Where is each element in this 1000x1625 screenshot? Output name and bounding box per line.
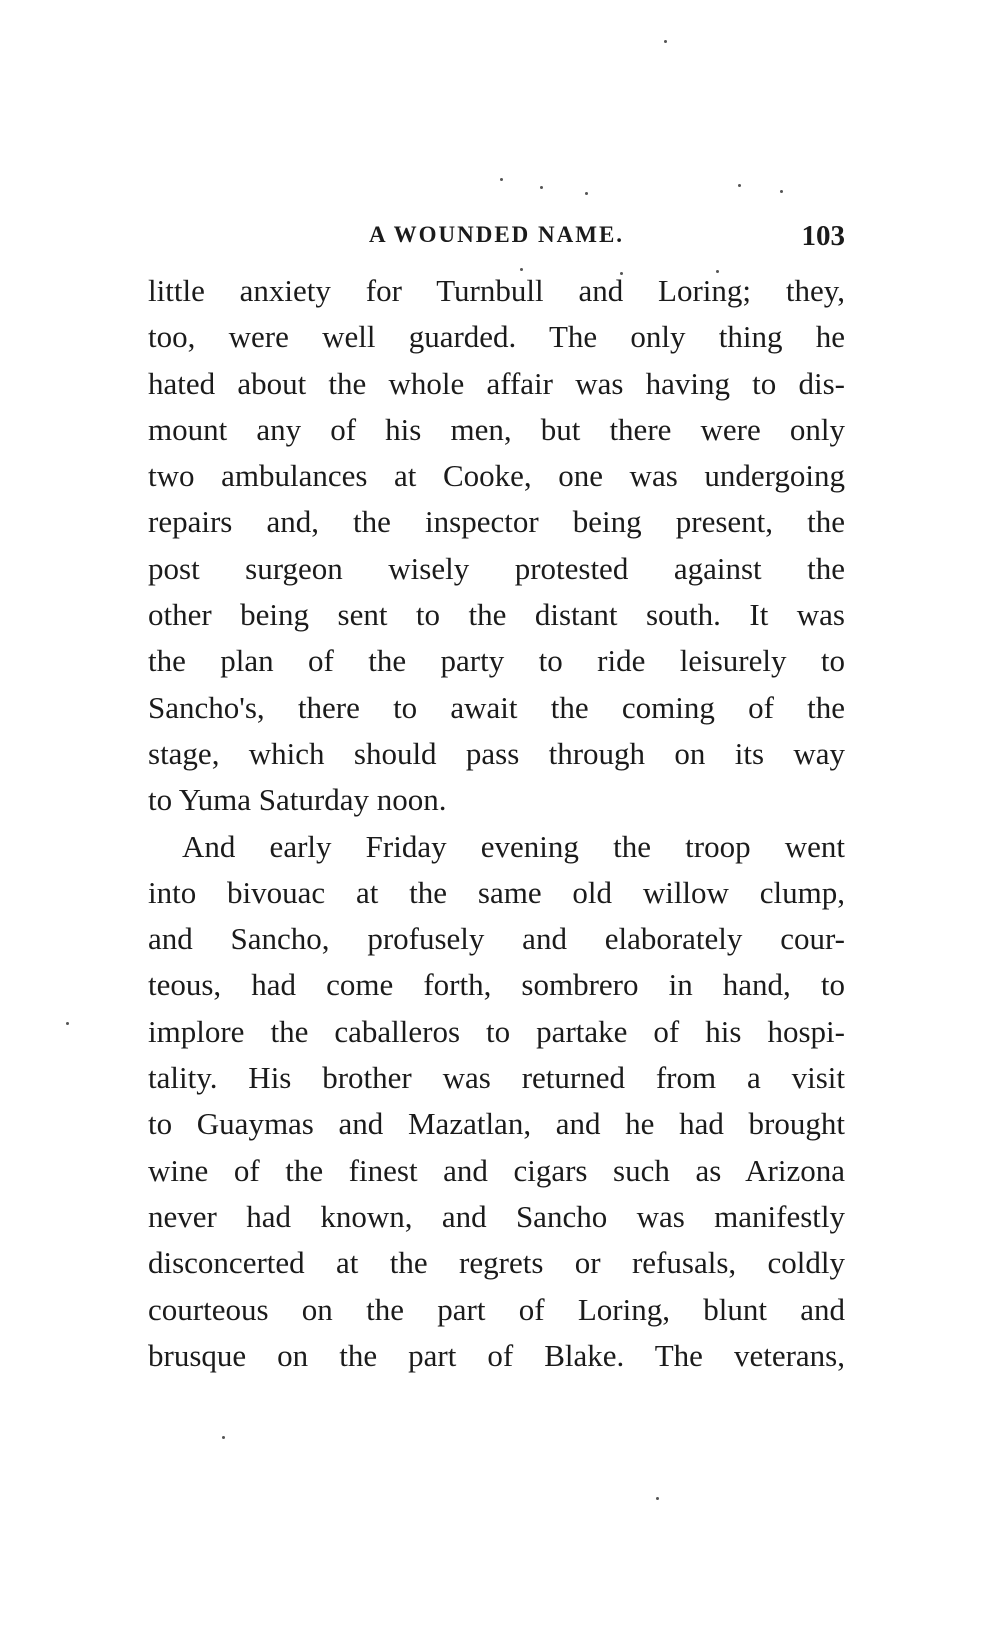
paragraph-1 bbox=[148, 268, 845, 824]
running-head bbox=[148, 222, 845, 262]
scan-speck bbox=[664, 40, 667, 43]
text-line: wine of the finest and cigars such as Arizona bbox=[148, 1152, 845, 1188]
text-line: to Yuma Saturday noon. bbox=[148, 782, 447, 818]
page-number: 103 bbox=[801, 220, 845, 252]
scan-speck bbox=[656, 1497, 659, 1500]
text-line: mount any of his men, but there were only bbox=[148, 411, 845, 447]
text-line: teous, had come forth, sombrero in hand, to bbox=[148, 967, 845, 1003]
text-line: disconcerted at the regrets or refusals, coldly bbox=[148, 1245, 845, 1281]
text-line: stage, which should pass through on its way bbox=[148, 735, 845, 771]
scan-speck bbox=[738, 184, 741, 187]
scan-speck bbox=[222, 1436, 225, 1439]
text-line: brusque on the part of Blake. The veterans, bbox=[148, 1337, 845, 1373]
body-text bbox=[148, 268, 845, 1379]
text-line: too, were well guarded. The only thing he bbox=[148, 319, 845, 355]
text-line: repairs and, the inspector being present, the bbox=[148, 504, 845, 540]
scan-speck bbox=[585, 192, 588, 195]
text-line: the plan of the party to ride leisurely to bbox=[148, 643, 845, 679]
text-line: post surgeon wisely protested against the bbox=[148, 550, 845, 586]
text-line: other being sent to the distant south. It was bbox=[148, 597, 845, 633]
text-line: And early Friday evening the troop went bbox=[182, 828, 845, 864]
text-line: two ambulances at Cooke, one was undergoing bbox=[148, 458, 845, 494]
text-line: little anxiety for Turnbull and Loring; they, bbox=[148, 273, 845, 308]
text-line: into bivouac at the same old willow clump, bbox=[148, 874, 845, 910]
scan-speck bbox=[66, 1022, 69, 1025]
scan-speck bbox=[540, 186, 543, 189]
text-line: courteous on the part of Loring, blunt and bbox=[148, 1291, 845, 1327]
text-line: and Sancho, profusely and elaborately cour- bbox=[148, 921, 845, 957]
scan-speck bbox=[500, 178, 503, 181]
text-line: implore the caballeros to partake of his hospi- bbox=[148, 1013, 845, 1049]
scan-speck bbox=[780, 190, 783, 193]
text-line: tality. His brother was returned from a visit bbox=[148, 1060, 845, 1096]
text-line: hated about the whole affair was having to dis- bbox=[148, 365, 845, 401]
paragraph-2 bbox=[148, 824, 845, 1380]
text-line: Sancho's, there to await the coming of the bbox=[148, 689, 845, 725]
text-line: never had known, and Sancho was manifestly bbox=[148, 1198, 845, 1234]
running-title: A WOUNDED NAME. bbox=[368, 222, 625, 247]
text-line: to Guaymas and Mazatlan, and he had brought bbox=[148, 1106, 845, 1142]
